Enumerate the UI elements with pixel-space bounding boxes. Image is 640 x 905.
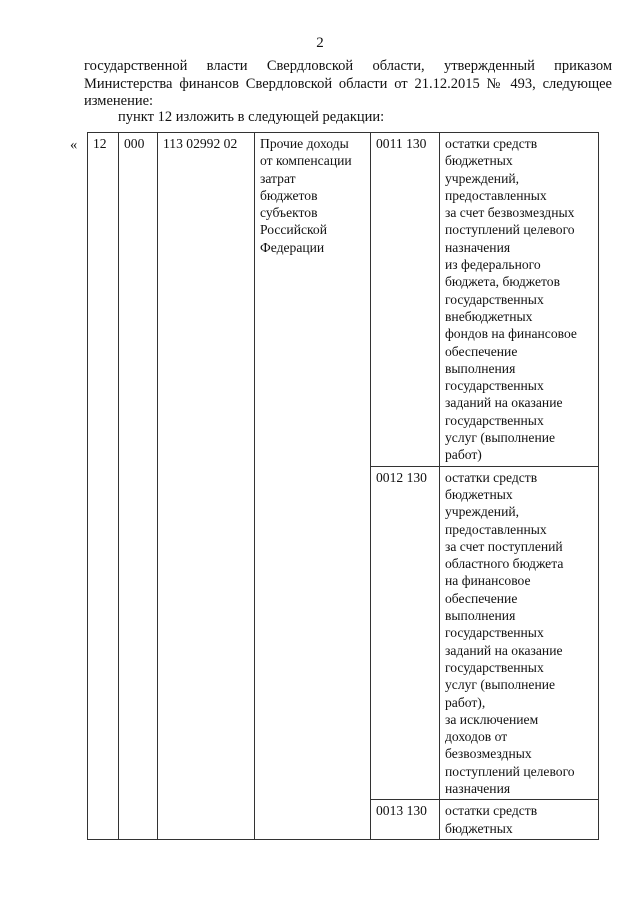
subitem-description-cell [440, 133, 599, 467]
subitem-line: фондов на финансовое [445, 326, 577, 342]
subitem-line: областного бюджета [445, 556, 564, 572]
subitem-description-cell [440, 800, 599, 840]
subitem-line: бюджета, бюджетов [445, 274, 561, 290]
subitem-line: на финансовое [445, 573, 531, 589]
subitem-line: государственных [445, 659, 544, 675]
subitem-line: остатки средств [445, 803, 538, 819]
instruction-text: пункт 12 изложить в следующей редакции: [118, 109, 385, 125]
subitem-line: поступлений целевого [445, 763, 575, 779]
subitem-line: государственных [445, 625, 544, 641]
income-name-line: Прочие доходы [260, 136, 349, 151]
subitem-line: доходов от [445, 729, 508, 745]
intro-paragraph [84, 58, 612, 111]
income-name-line: субъектов [260, 205, 318, 221]
subitem-line: бюджетных [445, 486, 513, 502]
subitem-line: из федерального [445, 257, 541, 273]
income-name-line: затрат [260, 170, 296, 186]
income-name-line: Федерации [260, 239, 325, 255]
row-number-cell: 12 [88, 133, 119, 840]
subitem-line: работ) [445, 447, 482, 463]
income-code-cell: 113 02992 02 [158, 133, 255, 840]
subitem-line: государственных [445, 412, 544, 428]
subitem-line: обеспечение [445, 343, 518, 359]
subitem-line: за исключением [445, 711, 539, 727]
subitem-line: назначения [445, 239, 511, 255]
subitem-line: учреждений, [445, 170, 520, 186]
admin-code-cell: 000 [119, 133, 158, 840]
income-name-line: бюджетов [260, 187, 318, 203]
subitem-line: за счет безвозмездных [445, 205, 575, 221]
income-name-cell [255, 133, 371, 840]
subitem-line: назначения [445, 780, 511, 796]
subitem-line: за счет поступлений [445, 538, 563, 554]
intro-line-1: государственной власти Свердловской области, утвержденный приказом [84, 58, 612, 74]
subitem-line: остатки средств [445, 469, 538, 485]
opening-quote-mark: « [70, 137, 78, 153]
subitem-code-cell: 0011 130 [371, 133, 440, 467]
subitem-line: обеспечение [445, 590, 518, 606]
subitem-line: заданий на оказание [445, 395, 563, 411]
subitem-code-cell: 0013 130 [371, 800, 440, 840]
subitem-line: государственных [445, 291, 544, 307]
subitem-line: бюджетных [445, 820, 513, 836]
subitem-line: предоставленных [445, 187, 547, 203]
subitem-line: безвозмездных [445, 746, 532, 762]
table-row [88, 133, 599, 467]
subitem-line: учреждений, [445, 504, 520, 520]
subitem-line: государственных [445, 378, 544, 394]
subitem-line: услуг (выполнение [445, 430, 556, 446]
subitem-line: поступлений целевого [445, 222, 575, 238]
subitem-line: работ), [445, 694, 486, 710]
subitem-code-cell: 0012 130 [371, 466, 440, 800]
subitem-line: остатки средств [445, 136, 538, 151]
subitem-line: выполнения [445, 360, 516, 376]
income-name-line: от компенсации [260, 153, 352, 169]
subitem-line: выполнения [445, 608, 516, 624]
subitem-line: бюджетных [445, 153, 513, 169]
intro-line-2: Министерства финансов Свердловской области от 21.12.2015 № 493, следующее [84, 75, 612, 92]
page-number: 2 [316, 35, 324, 51]
income-name-line: Российской [260, 222, 327, 238]
subitem-line: услуг (выполнение [445, 677, 556, 693]
budget-codes-table [87, 132, 599, 840]
subitem-line: предоставленных [445, 521, 547, 537]
subitem-line: заданий на оказание [445, 642, 563, 658]
subitem-line: внебюджетных [445, 308, 533, 324]
subitem-description-cell [440, 466, 599, 800]
intro-line-3: изменение: [84, 93, 154, 109]
